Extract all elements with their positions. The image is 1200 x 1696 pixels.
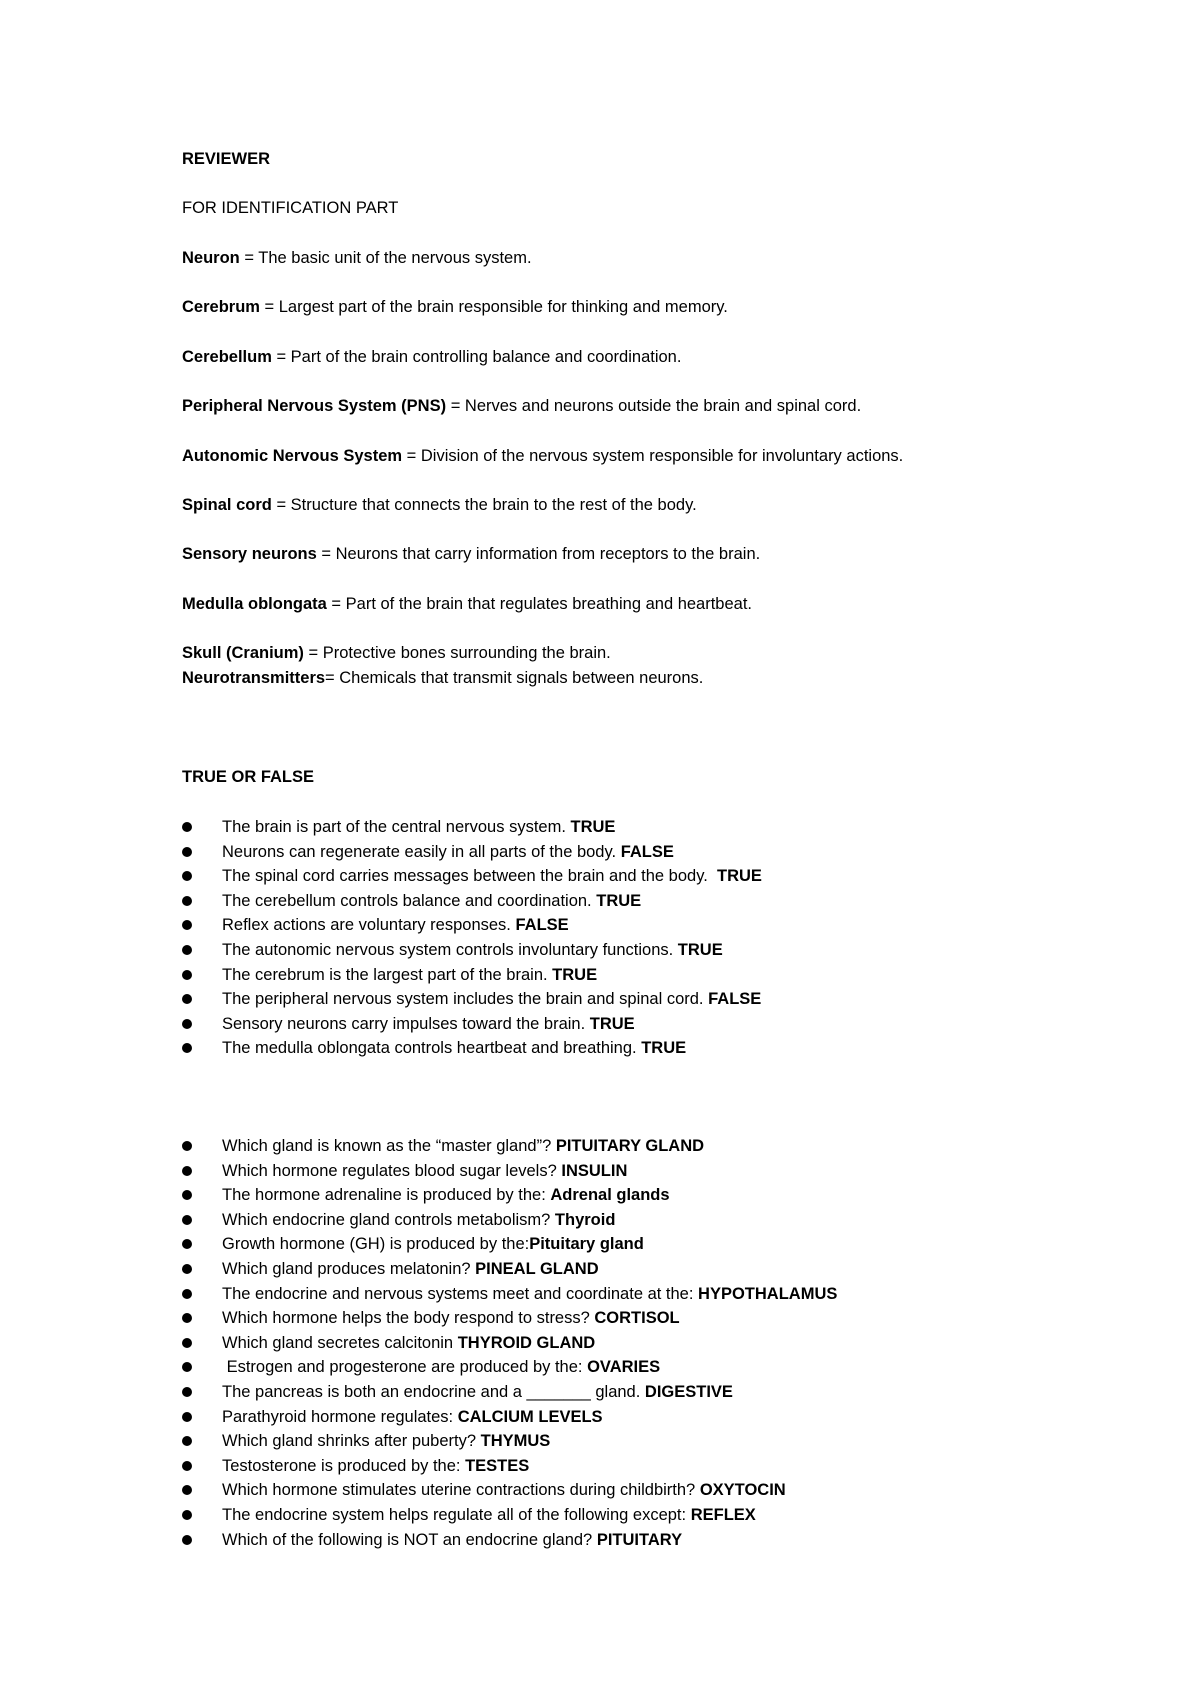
identification-item	[182, 296, 728, 318]
question-text: Which hormone stimulates uterine contractions during childbirth?	[222, 1481, 700, 1500]
list-item	[180, 1307, 837, 1332]
list-item	[180, 1233, 837, 1258]
term: Cerebrum	[182, 298, 260, 316]
identification-item	[182, 494, 697, 516]
term: Sensory neurons	[182, 545, 317, 563]
question-text: Testosterone is produced by the:	[222, 1456, 466, 1475]
term: Skull (Cranium)	[182, 644, 304, 662]
question-text: Which endocrine gland controls metabolism?	[222, 1210, 555, 1229]
bullet-icon	[182, 970, 192, 980]
question-text: The endocrine system helps regulate all of the following except:	[222, 1505, 691, 1524]
answer: Adrenal glands	[550, 1186, 670, 1205]
answer: FALSE	[515, 916, 569, 935]
list-item	[180, 1013, 762, 1038]
answer: TRUE	[570, 818, 616, 836]
term: Neuron	[182, 249, 240, 267]
list-item	[180, 1430, 837, 1455]
definition: = Neurons that carry information from receptors to the brain.	[316, 545, 761, 563]
question-text: The hormone adrenaline is produced by the:	[222, 1186, 551, 1205]
answer: PINEAL GLAND	[475, 1259, 599, 1278]
question-text: Parathyroid hormone regulates:	[222, 1407, 458, 1426]
answer: THYMUS	[480, 1432, 551, 1451]
list-item	[180, 1455, 837, 1480]
term: Cerebellum	[182, 348, 272, 366]
definition: = Chemicals that transmit signals between neurons.	[325, 669, 704, 687]
answer: TRUE	[716, 867, 762, 886]
question-text: Reflex actions are voluntary responses.	[222, 916, 516, 935]
question-text: The cerebellum controls balance and coordination.	[222, 891, 597, 910]
identification-item	[182, 247, 532, 269]
answer: DIGESTIVE	[644, 1382, 733, 1401]
definition: = Part of the brain that regulates breathing and heartbeat.	[326, 595, 753, 613]
identification-item	[182, 667, 703, 689]
question-text: The pancreas is both an endocrine and a _______ gland.	[222, 1382, 645, 1401]
list-item	[180, 1356, 837, 1381]
answer: INSULIN	[561, 1161, 628, 1180]
answer: TRUE	[641, 1039, 687, 1058]
list-item	[180, 1209, 837, 1234]
bullet-icon	[182, 1338, 192, 1348]
question-text: The peripheral nervous system includes the brain and spinal cord.	[222, 990, 709, 1009]
list-item	[180, 1381, 837, 1406]
identification-item	[182, 395, 861, 417]
question-text: The brain is part of the central nervous system.	[222, 818, 571, 836]
question-text: Estrogen and progesterone are produced by the:	[222, 1358, 588, 1377]
definition: = The basic unit of the nervous system.	[239, 249, 532, 267]
bullet-icon	[182, 1264, 192, 1274]
term: Medulla oblongata	[182, 595, 327, 613]
bullet-icon	[182, 1190, 192, 1200]
identification-heading: FOR IDENTIFICATION PART	[182, 199, 399, 217]
bullet-icon	[182, 1141, 192, 1151]
identification-item	[182, 593, 752, 615]
question-text: The spinal cord carries messages between the brain and the body.	[222, 867, 717, 886]
identification-item	[182, 543, 760, 565]
list-item	[180, 1135, 837, 1160]
bullet-icon	[182, 1019, 192, 1029]
question-text: Which gland produces melatonin?	[222, 1259, 476, 1278]
list-item	[180, 1184, 837, 1209]
question-text: The medulla oblongata controls heartbeat and breathing.	[222, 1039, 642, 1058]
bullet-icon	[182, 847, 192, 857]
definition: = Division of the nervous system responsible for involuntary actions.	[402, 447, 904, 465]
list-item	[180, 816, 762, 841]
definition: = Part of the brain controlling balance and coordination.	[271, 348, 682, 366]
document-title: REVIEWER	[182, 150, 271, 168]
answer: THYROID GLAND	[457, 1333, 596, 1352]
answer: PITUITARY	[596, 1530, 683, 1549]
list-item	[180, 1504, 837, 1529]
list-item	[180, 1160, 837, 1185]
answer: REFLEX	[690, 1505, 756, 1524]
list-item	[180, 1529, 837, 1554]
question-text: Neurons can regenerate easily in all parts of the body.	[222, 842, 621, 861]
list-item	[180, 914, 762, 939]
list-item	[180, 1283, 837, 1308]
question-text: Sensory neurons carry impulses toward the brain.	[222, 1014, 590, 1033]
list-item	[180, 1258, 837, 1283]
term: Peripheral Nervous System (PNS)	[182, 397, 447, 415]
bullet-icon	[182, 1313, 192, 1323]
term: Autonomic Nervous System	[182, 447, 403, 465]
bullet-icon	[182, 994, 192, 1004]
list-item	[180, 890, 762, 915]
bullet-icon	[182, 1510, 192, 1520]
answer: TRUE	[552, 965, 598, 984]
answer: OXYTOCIN	[699, 1481, 786, 1500]
answer: PITUITARY GLAND	[555, 1137, 705, 1155]
list-item	[180, 1479, 837, 1504]
answer: TRUE	[677, 940, 723, 959]
bullet-icon	[182, 1289, 192, 1299]
list-item	[180, 939, 762, 964]
question-text: Which hormone helps the body respond to stress?	[222, 1309, 595, 1328]
bullet-icon	[182, 896, 192, 906]
bullet-icon	[182, 1239, 192, 1249]
identification-item	[182, 346, 681, 368]
definition: = Protective bones surrounding the brain.	[303, 644, 611, 662]
answer: TESTES	[465, 1456, 530, 1475]
list-item	[180, 964, 762, 989]
true-false-heading: TRUE OR FALSE	[182, 768, 315, 786]
question-text: Which gland shrinks after puberty?	[222, 1432, 481, 1451]
term: Neurotransmitters	[182, 669, 326, 687]
bullet-icon	[182, 945, 192, 955]
answer: HYPOTHALAMUS	[698, 1284, 838, 1303]
bullet-icon	[182, 1215, 192, 1225]
list-item	[180, 988, 762, 1013]
identification-item	[182, 445, 903, 467]
question-text: Which gland secretes calcitonin	[222, 1333, 458, 1352]
bullet-icon	[182, 1461, 192, 1471]
bullet-icon	[182, 1043, 192, 1053]
question-text: The cerebrum is the largest part of the brain.	[222, 965, 553, 984]
bullet-icon	[182, 1362, 192, 1372]
question-text: Which hormone regulates blood sugar levels?	[222, 1161, 562, 1180]
true-false-list	[180, 816, 762, 1062]
answer: Pituitary gland	[529, 1235, 644, 1254]
list-item	[180, 1037, 762, 1062]
bullet-icon	[182, 1412, 192, 1422]
list-item	[180, 1406, 837, 1431]
identification-item	[182, 642, 611, 664]
answer: FALSE	[620, 842, 674, 861]
question-text: Which gland is known as the “master gland”?	[222, 1137, 556, 1155]
bullet-icon	[182, 1166, 192, 1176]
answer: CALCIUM LEVELS	[457, 1407, 603, 1426]
answer: TRUE	[589, 1014, 635, 1033]
question-text: The endocrine and nervous systems meet and coordinate at the:	[222, 1284, 699, 1303]
bullet-icon	[182, 920, 192, 930]
list-item	[180, 865, 762, 890]
list-item	[180, 841, 762, 866]
definition: = Largest part of the brain responsible for thinking and memory.	[259, 298, 728, 316]
bullet-icon	[182, 1387, 192, 1397]
term: Spinal cord	[182, 496, 272, 514]
bullet-icon	[182, 1436, 192, 1446]
definition: = Nerves and neurons outside the brain and spinal cord.	[446, 397, 862, 415]
bullet-icon	[182, 1535, 192, 1545]
definition: = Structure that connects the brain to the rest of the body.	[271, 496, 697, 514]
answer: FALSE	[708, 990, 762, 1009]
bullet-icon	[182, 1485, 192, 1495]
answer: OVARIES	[587, 1358, 661, 1377]
endocrine-list	[180, 1135, 837, 1553]
answer: Thyroid	[554, 1210, 616, 1229]
bullet-icon	[182, 871, 192, 881]
bullet-icon	[182, 822, 192, 832]
answer: CORTISOL	[594, 1309, 680, 1328]
answer: TRUE	[596, 891, 642, 910]
question-text: Which of the following is NOT an endocrine gland?	[222, 1530, 597, 1549]
question-text: The autonomic nervous system controls involuntary functions.	[222, 940, 678, 959]
question-text: Growth hormone (GH) is produced by the:	[222, 1235, 530, 1254]
list-item	[180, 1332, 837, 1357]
